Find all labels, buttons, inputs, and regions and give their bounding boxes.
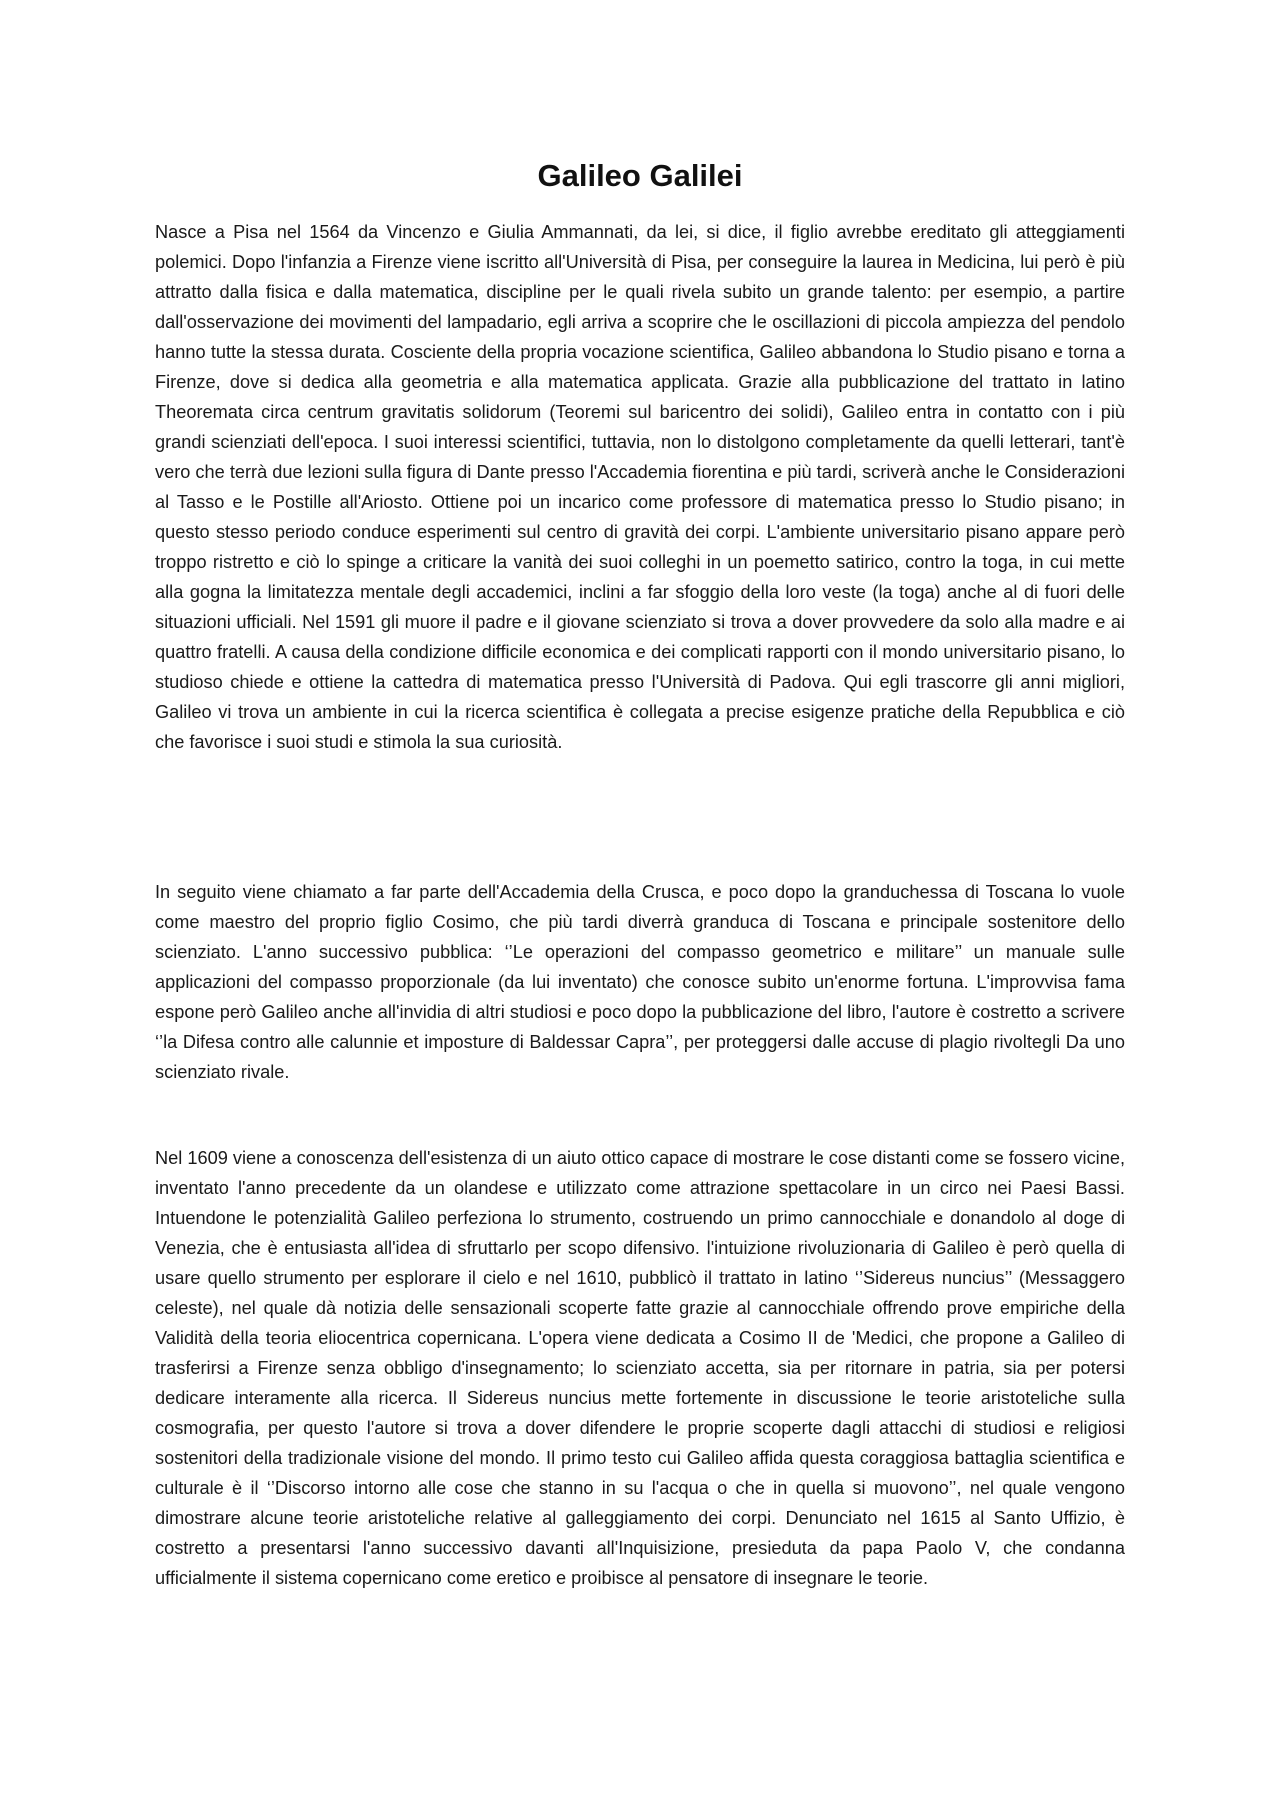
- paragraph-early-life: Nasce a Pisa nel 1564 da Vincenzo e Giulia Ammannati, da lei, si dice, il figlio avrebbe ereditato gli atteggiamenti polemici. Dopo l'infanzia a Firenze viene iscritto all'Università di Pisa, per conseguire la laurea in Medicina, lui però è più attratto dalla fisica e dalla matematica, discipline per le quali rivela subito un grande talento: per esempio, a partire dall'osservazione dei movimenti del lampadario, egli arriva a scoprire che le oscillazioni di piccola ampiezza del pendolo hanno tutte la stessa durata. Cosciente della propria vocazione scientifica, Galileo abbandona lo Studio pisano e torna a Firenze, dove si dedica alla geometria e alla matematica applicata. Grazie alla pubblicazione del trattato in latino Theoremata circa centrum gravitatis solidorum (Teoremi sul baricentro dei solidi), Galileo entra in contatto con i più grandi scienziati dell'epoca. I suoi interessi scientifici, tuttavia, non lo distolgono completamente da quelli letterari, tant'è vero che terrà due lezioni sulla figura di Dante presso l'Accademia fiorentina e più tardi, scriverà anche le Considerazioni al Tasso e le Postille all'Ariosto. Ottiene poi un incarico come professore di matematica presso lo Studio pisano; in questo stesso periodo conduce esperimenti sul centro di gravità dei corpi. L'ambiente universitario pisano appare però troppo ristretto e ciò lo spinge a criticare la vanità dei suoi colleghi in un poemetto satirico, contro la toga, in cui mette alla gogna la limitatezza mentale degli accademici, inclini a far sfoggio della loro veste (la toga) anche al di fuori delle situazioni ufficiali. Nel 1591 gli muore il padre e il giovane scienziato si trova a dover provvedere da solo alla madre e ai quattro fratelli. A causa della condizione difficile economica e dei complicati rapporti con il mondo universitario pisano, lo studioso chiede e ottiene la cattedra di matematica presso l'Università di Padova. Qui egli trascorre gli anni migliori, Galileo vi trova un ambiente in cui la ricerca scientifica è collegata a precise esigenze pratiche della Repubblica e ciò che favorisce i suoi studi e stimola la sua curiosità.: [155, 222, 1125, 752]
- page-title: Galileo Galilei: [537, 158, 743, 193]
- paragraph-telescope: Nel 1609 viene a conoscenza dell'esistenza di un aiuto ottico capace di mostrare le cose distanti come se fossero vicine, inventato l'anno precedente da un olandese e utilizzato come attrazione spettacolare in un circo nei Paesi Bassi. Intuendone le potenzialità Galileo perfeziona lo strumento, costruendo un primo cannocchiale e donandolo al doge di Venezia, che è entusiasta all'idea di sfruttarlo per scopo difensivo. l'intuizione rivoluzionaria di Galileo è però quella di usare quello strumento per esplorare il cielo e nel 1610, pubblicò il trattato in latino ‘’Sidereus nuncius’’ (Messaggero celeste), nel quale dà notizia delle sensazionali scoperte fatte grazie al cannocchiale offrendo prove empiriche della Validità della teoria eliocentrica copernicana. L'opera viene dedicata a Cosimo II de 'Medici, che propone a Galileo di trasferirsi a Firenze senza obbligo d'insegnamento; lo scienziato accetta, sia per ritornare in patria, sia per potersi dedicare interamente alla ricerca. Il Sidereus nuncius mette fortemente in discussione le teorie aristoteliche sulla cosmografia, per questo l'autore si trova a dover difendere le proprie scoperte dagli attacchi di studiosi e religiosi sostenitori della tradizionale visione del mondo. Il primo testo cui Galileo affida questa coraggiosa battaglia scientifica e culturale è il ‘’Discorso intorno alle cose che stanno in su l'acqua o che in quella si muovono’’, nel quale vengono dimostrare alcune teorie aristoteliche relative al galleggiamento dei corpi. Denunciato nel 1615 al Santo Uffizio, è costretto a presentarsi l'anno successivo davanti all'Inquisizione, presieduta da papa Paolo V, che condanna ufficialmente il sistema copernicano come eretico e proibisce al pensatore di insegnare le teorie.: [155, 1148, 1125, 1588]
- paragraph-accademia-crusca: In seguito viene chiamato a far parte dell'Accademia della Crusca, e poco dopo la granduchessa di Toscana lo vuole come maestro del proprio figlio Cosimo, che più tardi diverrà granduca di Toscana e principale sostenitore dello scienziato. L'anno successivo pubblica: ‘’Le operazioni del compasso geometrico e militare’’ un manuale sulle applicazioni del compasso proporzionale (da lui inventato) che conosce subito un'enorme fortuna. L'improvvisa fama espone però Galileo anche all'invidia di altri studiosi e poco dopo la pubblicazione del libro, l'autore è costretto a scrivere ‘’la Difesa contro alle calunnie et imposture di Baldessar Capra’’, per proteggersi dalle accuse di plagio rivoltegli Da uno scienziato rivale.: [155, 882, 1125, 1082]
